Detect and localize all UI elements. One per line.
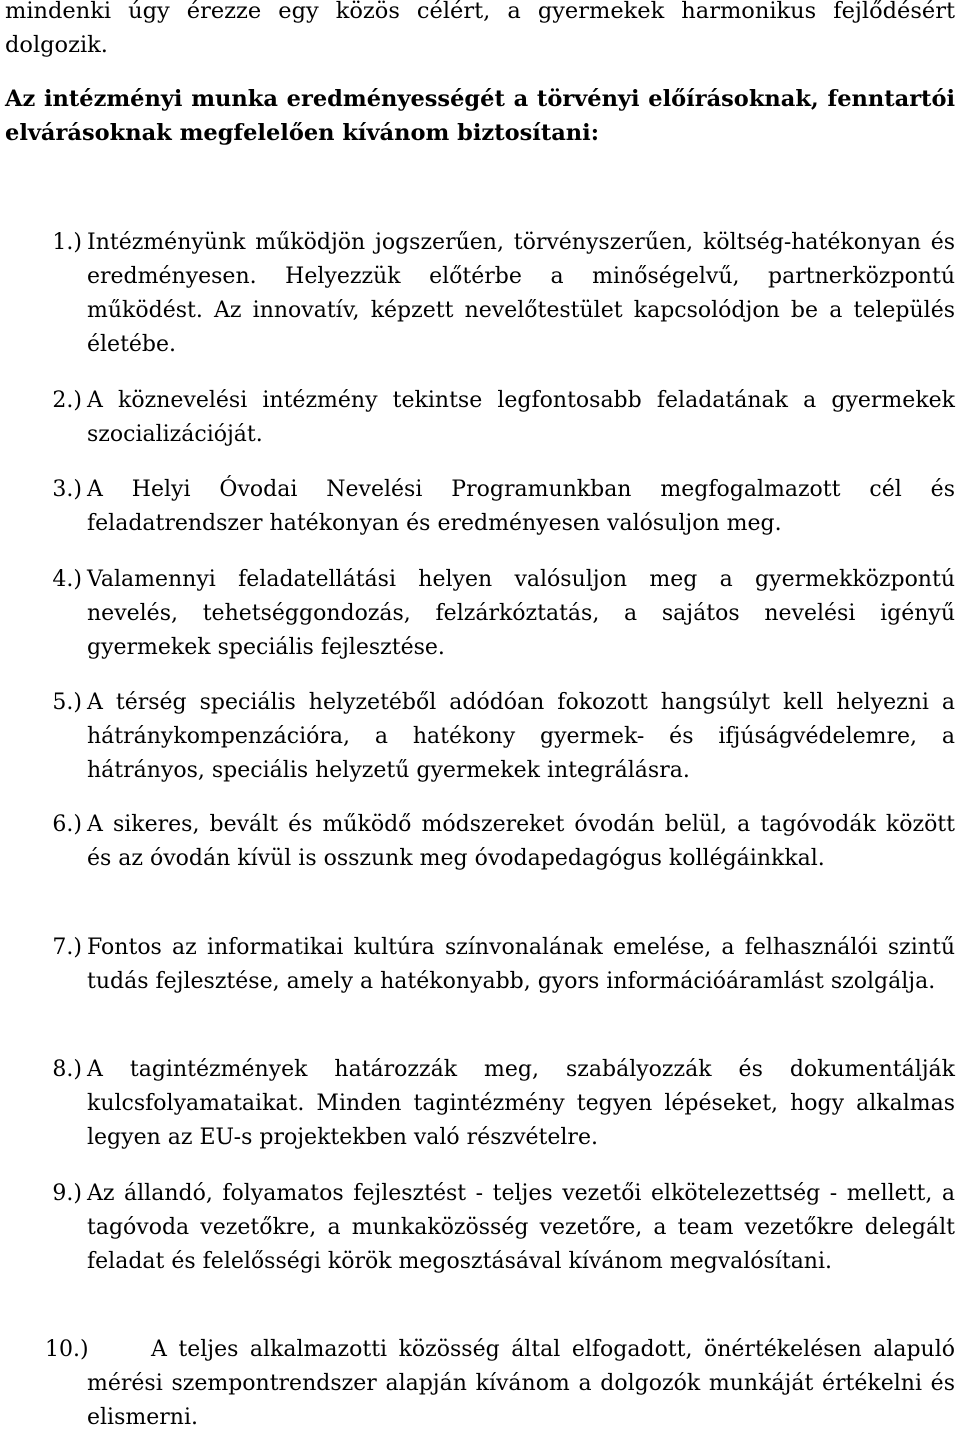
list-item-number: 5.) [52, 690, 82, 715]
list-item-number: 4.) [52, 567, 82, 592]
list-item-number: 6.) [52, 812, 82, 837]
list-item-number: 2.) [52, 388, 82, 413]
list-item-text: Valamennyi feladatellátási helyen valósuljon meg a gyermekközpontú nevelés, tehetséggondozás, felzárkóztatás, a sajátos nevelési igényű gyermekek speciális fejlesztése. [87, 567, 955, 660]
list-item-text: Fontos az informatikai kultúra színvonalának emelése, a felhasználói szintű tudás fejlesztése, amely a hatékonyabb, gyors információáramlást szolgálja. [87, 935, 955, 994]
list-item-number: 3.) [52, 477, 82, 502]
list-item-number: 1.) [52, 230, 82, 255]
list-item-text: Az állandó, folyamatos fejlesztést - teljes vezetői elkötelezettség - mellett, a tagóvoda vezetőkre, a munkaközösség vezetőre, a team vezetőkre delegált feladat és felelősségi körök megosztásával kívánom megvalósítani. [87, 1181, 955, 1274]
list-item-number: 10.) [45, 1337, 89, 1362]
list-item-number: 7.) [52, 935, 82, 960]
list-item-text: A teljes alkalmazotti közösség által elfogadott, önértékelésen alapuló mérési szempontrendszer alapján kívánom a dolgozók munkáját értékelni és elismerni. [87, 1337, 955, 1430]
list-item-number: 9.) [52, 1181, 82, 1206]
lead-paragraph: Az intézményi munka eredményességét a törvényi előírásoknak, fenntartói elvárásoknak megfelelően kívánom biztosítani: [5, 86, 955, 146]
list-item-text: A Helyi Óvodai Nevelési Programunkban megfogalmazott cél és feladatrendszer hatékonyan és eredményesen valósuljon meg. [87, 477, 955, 536]
continuation-paragraph: mindenki úgy érezze egy közös célért, a gyermekek harmonikus fejlődésért dolgozik. [5, 0, 955, 58]
list-item-text: A térség speciális helyzetéből adódóan fokozott hangsúlyt kell helyezni a hátránykompenzációra, a hatékony gyermek- és ifjúságvédelemre, a hátrányos, speciális helyzetű gyermekek integrálásra. [87, 690, 955, 783]
list-item-text: Intézményünk működjön jogszerűen, törvényszerűen, költség-hatékonyan és eredményesen. Helyezzük előtérbe a minőségelvű, partnerközpontú működést. Az innovatív, képzett nevelőtestület kapcsolódjon be a település életébe. [87, 230, 955, 357]
list-item-text: A sikeres, bevált és működő módszereket óvodán belül, a tagóvodák között és az óvodán kívül is osszunk meg óvodapedagógus kollégáinkkal. [87, 812, 955, 871]
list-item-text: A köznevelési intézmény tekintse legfontosabb feladatának a gyermekek szocializációját. [87, 388, 955, 447]
list-item-number: 8.) [52, 1057, 82, 1082]
list-item-text: A tagintézmények határozzák meg, szabályozzák és dokumentálják kulcsfolyamataikat. Minden tagintézmény tegyen lépéseket, hogy alkalmas legyen az EU-s projektekben való részvételre. [87, 1057, 955, 1150]
